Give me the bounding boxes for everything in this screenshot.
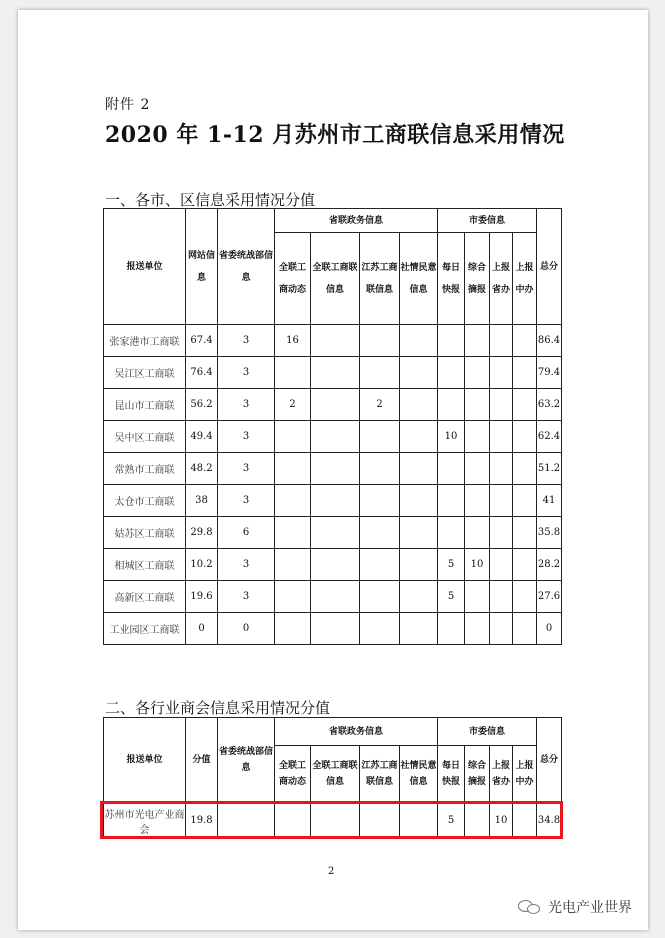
cell-total: 62.4 — [537, 421, 562, 453]
header-score: 分值 — [186, 718, 218, 803]
cell-js — [360, 453, 400, 485]
section1-heading: 一、各市、区信息采用情况分值 — [105, 191, 316, 209]
cell-social — [400, 453, 438, 485]
table-row — [104, 357, 562, 389]
cell-unit: 昆山市工商联 — [104, 389, 186, 421]
cell-qlg_info — [311, 485, 360, 517]
cell-digest — [465, 389, 490, 421]
cell-prov — [490, 581, 513, 613]
cell-central — [513, 485, 537, 517]
header-group-provincial: 省联政务信息 — [275, 718, 438, 746]
cell-qlg_info — [311, 389, 360, 421]
header-qlg-dynamics: 全联工商动态 — [275, 233, 311, 325]
cell-digest — [465, 325, 490, 357]
cell-qlg_dyn: 16 — [275, 325, 311, 357]
table-row — [104, 325, 562, 357]
cell-social — [400, 485, 438, 517]
cell-central — [513, 453, 537, 485]
cell-front: 3 — [218, 389, 275, 421]
header-report-central: 上报中办 — [513, 746, 537, 803]
cell-unit: 相城区工商联 — [104, 549, 186, 581]
cell-js — [360, 357, 400, 389]
cell-web: 76.4 — [186, 357, 218, 389]
cell-central — [513, 613, 537, 645]
header-total: 总分 — [537, 209, 562, 325]
page-number: 2 — [328, 866, 335, 877]
cell-daily — [438, 517, 465, 549]
cell-total: 35.8 — [537, 517, 562, 549]
header-provincial-front: 省委统战部信息 — [218, 718, 275, 803]
cell-prov — [490, 357, 513, 389]
cell-web: 10.2 — [186, 549, 218, 581]
cell-qlg_info — [311, 581, 360, 613]
cell-central — [513, 389, 537, 421]
cell-web: 29.8 — [186, 517, 218, 549]
cell-unit: 张家港市工商联 — [104, 325, 186, 357]
cell-daily — [438, 389, 465, 421]
cell-total: 0 — [537, 613, 562, 645]
header-qlg-info: 全联工商联信息 — [311, 746, 360, 803]
cell-prov: 10 — [490, 803, 513, 839]
header-unit: 报送单位 — [104, 209, 186, 325]
header-js-info: 江苏工商联信息 — [360, 746, 400, 803]
cell-central — [513, 549, 537, 581]
cell-social — [400, 581, 438, 613]
header-report-prov: 上报省办 — [490, 233, 513, 325]
document-title: 2020 年 1-12 月苏州市工商联信息采用情况 — [105, 122, 565, 148]
cell-digest — [465, 581, 490, 613]
cell-daily: 10 — [438, 421, 465, 453]
cell-total: 63.2 — [537, 389, 562, 421]
cell-front: 3 — [218, 325, 275, 357]
header-digest: 综合摘报 — [465, 746, 490, 803]
header-web: 网站信息 — [186, 209, 218, 325]
cell-js — [360, 517, 400, 549]
cell-js — [360, 421, 400, 453]
cell-digest — [465, 421, 490, 453]
cell-total: 79.4 — [537, 357, 562, 389]
cell-central — [513, 421, 537, 453]
cell-js — [360, 325, 400, 357]
header-qlg-dynamics: 全联工商动态 — [275, 746, 311, 803]
cell-web: 38 — [186, 485, 218, 517]
table-row — [104, 421, 562, 453]
cell-qlg_dyn: 2 — [275, 389, 311, 421]
table-row — [104, 581, 562, 613]
cell-web: 0 — [186, 613, 218, 645]
cell-digest — [465, 357, 490, 389]
cell-daily — [438, 325, 465, 357]
cell-front: 3 — [218, 453, 275, 485]
cell-prov — [490, 517, 513, 549]
cell-web: 56.2 — [186, 389, 218, 421]
header-group-city: 市委信息 — [438, 718, 537, 746]
cell-digest — [465, 613, 490, 645]
cell-central — [513, 357, 537, 389]
table-row — [104, 485, 562, 517]
cell-daily — [438, 453, 465, 485]
cell-total: 41 — [537, 485, 562, 517]
cell-unit: 吴中区工商联 — [104, 421, 186, 453]
cell-js: 2 — [360, 389, 400, 421]
cell-front: 3 — [218, 485, 275, 517]
cell-central — [513, 325, 537, 357]
cell-social — [400, 549, 438, 581]
cell-prov — [490, 549, 513, 581]
cell-prov — [490, 325, 513, 357]
cell-web: 67.4 — [186, 325, 218, 357]
cell-total: 27.6 — [537, 581, 562, 613]
attachment-label: 附件 2 — [105, 97, 151, 113]
cell-social — [400, 421, 438, 453]
table-row — [104, 389, 562, 421]
cell-total: 86.4 — [537, 325, 562, 357]
cell-social — [400, 613, 438, 645]
cell-qlg_info — [311, 549, 360, 581]
section2-heading: 二、各行业商会信息采用情况分值 — [105, 699, 331, 717]
cell-digest — [465, 485, 490, 517]
cell-qlg_info — [311, 453, 360, 485]
cell-qlg_info — [311, 613, 360, 645]
cell-unit: 太仓市工商联 — [104, 485, 186, 517]
table-row — [104, 549, 562, 581]
header-qlg-info: 全联工商联信息 — [311, 233, 360, 325]
header-group-city: 市委信息 — [438, 209, 537, 233]
section1-table — [103, 208, 562, 645]
cell-qlg_dyn — [275, 613, 311, 645]
cell-js — [360, 581, 400, 613]
cell-web: 19.6 — [186, 581, 218, 613]
cell-js — [360, 613, 400, 645]
cell-central — [513, 581, 537, 613]
cell-daily: 5 — [438, 803, 465, 839]
watermark-text: 光电产业世界 — [548, 900, 632, 916]
header-social: 社情民意信息 — [400, 746, 438, 803]
cell-daily: 5 — [438, 549, 465, 581]
table-row — [104, 613, 562, 645]
cell-daily: 5 — [438, 581, 465, 613]
header-social: 社情民意信息 — [400, 233, 438, 325]
cell-front: 3 — [218, 421, 275, 453]
header-js-info: 江苏工商联信息 — [360, 233, 400, 325]
cell-unit: 吴江区工商联 — [104, 357, 186, 389]
cell-daily — [438, 613, 465, 645]
cell-qlg_dyn — [275, 549, 311, 581]
header-provincial-front: 省委统战部信息 — [218, 209, 275, 325]
header-daily: 每日快报 — [438, 233, 465, 325]
cell-total: 34.8 — [537, 803, 562, 839]
table-row — [104, 453, 562, 485]
cell-qlg_dyn — [275, 517, 311, 549]
cell-front: 3 — [218, 357, 275, 389]
cell-qlg_dyn — [275, 453, 311, 485]
cell-front: 6 — [218, 517, 275, 549]
cell-qlg_info — [311, 325, 360, 357]
cell-qlg_dyn — [275, 485, 311, 517]
table-row — [104, 517, 562, 549]
cell-qlg_dyn — [275, 421, 311, 453]
highlight-box — [100, 801, 563, 839]
header-report-prov: 上报省办 — [490, 746, 513, 803]
cell-total: 51.2 — [537, 453, 562, 485]
cell-front: 3 — [218, 581, 275, 613]
cell-qlg_dyn — [275, 581, 311, 613]
cell-qlg_info — [311, 357, 360, 389]
header-unit: 报送单位 — [104, 718, 186, 803]
cell-qlg_info — [311, 517, 360, 549]
header-daily: 每日快报 — [438, 746, 465, 803]
cell-daily — [438, 485, 465, 517]
cell-unit: 苏州市光电产业商会 — [104, 803, 186, 839]
cell-daily — [438, 357, 465, 389]
cell-total: 28.2 — [537, 549, 562, 581]
cell-digest: 10 — [465, 549, 490, 581]
header-report-central: 上报中办 — [513, 233, 537, 325]
header-digest: 综合摘报 — [465, 233, 490, 325]
cell-front: 3 — [218, 549, 275, 581]
header-total: 总分 — [537, 718, 562, 803]
cell-social — [400, 357, 438, 389]
cell-unit: 工业园区工商联 — [104, 613, 186, 645]
cell-unit: 常熟市工商联 — [104, 453, 186, 485]
cell-social — [400, 325, 438, 357]
cell-front: 0 — [218, 613, 275, 645]
cell-unit: 姑苏区工商联 — [104, 517, 186, 549]
cell-digest — [465, 517, 490, 549]
cell-prov — [490, 485, 513, 517]
wechat-icon — [518, 898, 542, 916]
cell-prov — [490, 389, 513, 421]
cell-prov — [490, 613, 513, 645]
header-group-provincial: 省联政务信息 — [275, 209, 438, 233]
cell-qlg_dyn — [275, 357, 311, 389]
cell-js — [360, 549, 400, 581]
watermark — [518, 897, 632, 917]
cell-prov — [490, 453, 513, 485]
cell-score: 19.8 — [186, 803, 218, 839]
cell-social — [400, 389, 438, 421]
cell-social — [400, 517, 438, 549]
cell-prov — [490, 421, 513, 453]
cell-unit: 高新区工商联 — [104, 581, 186, 613]
cell-central — [513, 517, 537, 549]
cell-web: 48.2 — [186, 453, 218, 485]
cell-js — [360, 485, 400, 517]
cell-digest — [465, 453, 490, 485]
cell-qlg_info — [311, 421, 360, 453]
cell-web: 49.4 — [186, 421, 218, 453]
